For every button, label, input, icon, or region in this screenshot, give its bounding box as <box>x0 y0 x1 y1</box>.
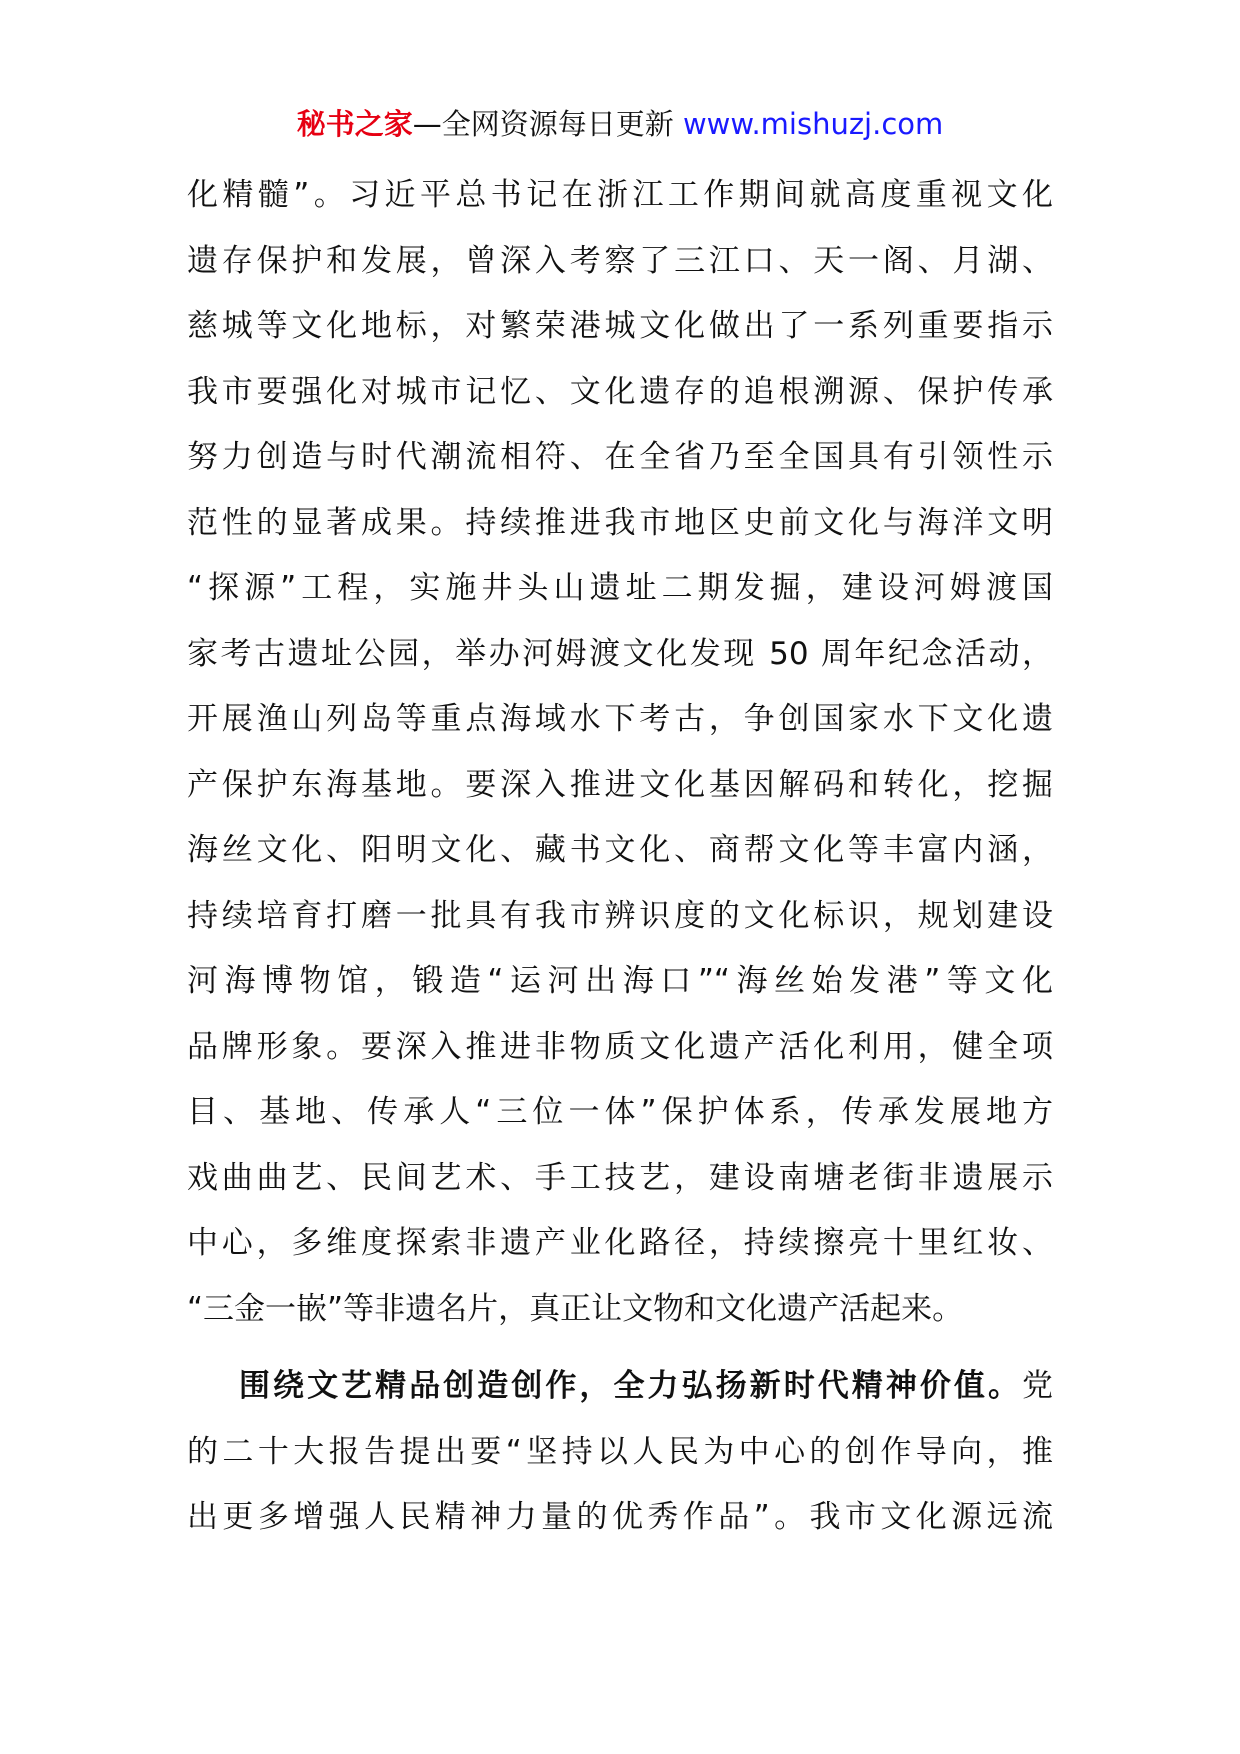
text-line: 我市要强化对城市记忆、文化遗存的追根溯源、保护传承 <box>187 373 1053 410</box>
paragraph-heading: 围绕文艺精品创造创作，全力弘扬新时代精神价值。 <box>239 1368 1022 1404</box>
text-line: 开展渔山列岛等重点海域水下考古，争创国家水下文化遗 <box>187 701 1053 737</box>
text-line: 目、基地、传承人“三位一体”保护体系，传承发展地方 <box>187 1094 1053 1130</box>
text-line: 中心，多维度探索非遗产业化路径，持续擦亮十里红妆、 <box>187 1225 1053 1261</box>
page-header <box>0 104 1240 144</box>
header-url-link[interactable]: www.mishuzj.com <box>682 107 944 141</box>
text-line: “三金一嵌”等非遗名片，真正让文物和文化遗产活起来。 <box>187 1290 964 1327</box>
text-line: 品牌形象。要深入推进非物质文化遗产活化利用，健全项 <box>187 1028 1053 1065</box>
paragraph-2 <box>187 1354 1053 1551</box>
text-line: 慈城等文化地标，对繁荣港城文化做出了一系列重要指示 <box>187 308 1053 344</box>
document-body <box>187 163 1053 1551</box>
text-line: 产保护东海基地。要深入推进文化基因解码和转化，挖掘 <box>187 766 1053 803</box>
text-line: 化精髓”。习近平总书记在浙江工作期间就高度重视文化 <box>187 177 1053 213</box>
text-line: 戏曲曲艺、民间艺术、手工技艺，建设南塘老街非遗展示 <box>187 1159 1053 1196</box>
text-line: 河海博物馆，锻造“运河出海口”“海丝始发港”等文化 <box>187 963 1053 999</box>
text-line: 持续培育打磨一批具有我市辨识度的文化标识，规划建设 <box>187 897 1053 934</box>
text-line: 范性的显著成果。持续推进我市地区史前文化与海洋文明 <box>187 504 1053 541</box>
text-line: 家考古遗址公园，举办河姆渡文化发现 50 周年纪念活动， <box>187 635 1053 672</box>
text-line: 努力创造与时代潮流相符、在全省乃至全国具有引领性示 <box>187 439 1053 475</box>
text-line: 海丝文化、阳明文化、藏书文化、商帮文化等丰富内涵， <box>187 832 1053 868</box>
header-brand: 秘书之家 <box>296 107 413 141</box>
text-line: “探源”工程，实施井头山遗址二期发掘，建设河姆渡国 <box>187 570 1053 606</box>
text-line: 遗存保护和发展，曾深入考察了三江口、天一阁、月湖、 <box>187 242 1053 279</box>
paragraph-1 <box>187 163 1053 1342</box>
heading-tail-text: 党 <box>1022 1368 1053 1404</box>
header-slogan: —全网资源每日更新 <box>412 107 683 141</box>
text-line: 出更多增强人民精神力量的优秀作品”。我市文化源远流 <box>187 1499 1053 1535</box>
paragraph-spacer <box>187 1342 1053 1354</box>
text-line: 的二十大报告提出要“坚持以人民为中心的创作导向，推 <box>187 1433 1053 1470</box>
paragraph-2-first-line <box>187 1354 1053 1420</box>
